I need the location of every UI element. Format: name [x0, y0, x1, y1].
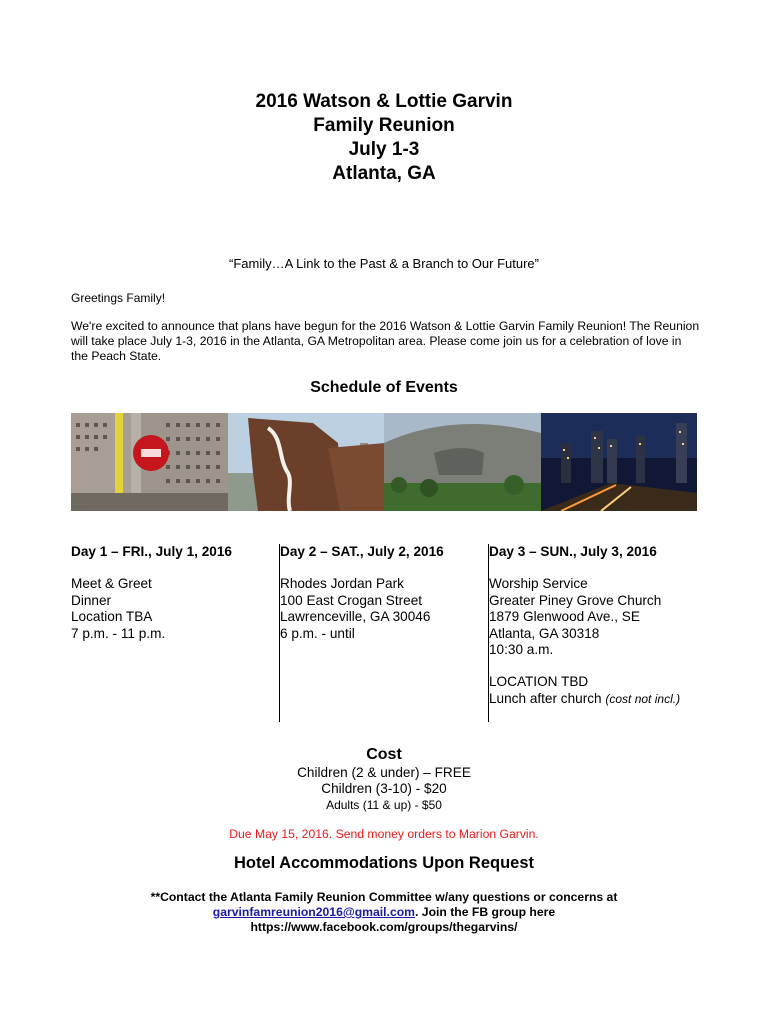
contact-line-2	[0, 905, 768, 920]
day2-heading: Day 2 – SAT., July 2, 2016	[280, 544, 444, 559]
stone-mountain-photo	[384, 413, 541, 511]
day3-lunch-row	[489, 691, 680, 707]
day1-line: Meet & Greet	[71, 576, 152, 592]
photo-strip	[71, 413, 697, 511]
contact-after-email: . Join the FB group here	[415, 905, 556, 919]
day2-line: 6 p.m. - until	[280, 625, 355, 641]
intro-paragraph: We're excited to announce that plans have begun for the 2016 Watson & Lottie Garvin Family Reunion! The Reunion will take place July 1-3, 2016 in the Atlanta, GA Metropolitan area. Please come join us for a celebration of love in the Peach State.	[71, 319, 700, 363]
day2-line: 100 East Crogan Street	[280, 592, 423, 608]
cost-heading: Cost	[366, 746, 402, 763]
day2-line: Rhodes Jordan Park	[280, 576, 404, 592]
day3-lunch: Lunch after church	[489, 690, 602, 706]
day3-line: Atlanta, GA 30318	[489, 625, 600, 641]
schedule-heading: Schedule of Events	[310, 379, 458, 396]
coca-cola-building-photo	[71, 413, 228, 511]
title-line-3: July 1-3	[348, 139, 420, 160]
atlanta-skyline-photo	[541, 413, 698, 511]
contact-block	[0, 890, 768, 935]
contact-line-1: **Contact the Atlanta Family Reunion Committee w/any questions or concerns at	[150, 890, 618, 904]
day2-line: Lawrenceville, GA 30046	[280, 609, 431, 625]
cost-block	[0, 745, 768, 813]
hotel-heading: Hotel Accommodations Upon Request	[233, 854, 535, 872]
title-block	[0, 90, 768, 186]
title-line-4: Atlanta, GA	[332, 163, 436, 184]
day1-line: 7 p.m. - 11 p.m.	[71, 625, 166, 641]
day3-line: Greater Piney Grove Church	[489, 592, 662, 608]
day3-line: 10:30 a.m.	[489, 642, 554, 658]
day2-column	[280, 544, 444, 642]
day3-location: LOCATION TBD	[489, 674, 589, 690]
sculpture-photo	[228, 413, 385, 511]
email-link[interactable]: garvinfamreunion2016@gmail.com	[212, 905, 416, 919]
day3-line: Worship Service	[489, 576, 588, 592]
title-line-1: 2016 Watson & Lottie Garvin	[255, 91, 513, 112]
day3-column	[489, 544, 680, 707]
day1-column	[71, 544, 232, 642]
due-note: Due May 15, 2016. Send money orders to Marion Garvin.	[229, 827, 539, 841]
day1-heading: Day 1 – FRI., July 1, 2016	[71, 544, 232, 559]
cost-adults: Adults (11 & up) - $50	[326, 798, 442, 812]
tagline: “Family…A Link to the Past & a Branch to Our Future”	[229, 256, 539, 271]
day3-line: 1879 Glenwood Ave., SE	[489, 609, 640, 625]
day1-line: Dinner	[71, 592, 112, 608]
day1-line: Location TBA	[71, 609, 153, 625]
title-line-2: Family Reunion	[313, 115, 455, 136]
cost-children-3-10: Children (3-10) - $20	[321, 781, 447, 796]
day3-spacer	[489, 658, 680, 674]
cost-children-under2: Children (2 & under) – FREE	[297, 765, 471, 780]
greeting: Greetings Family!	[71, 291, 166, 305]
day3-lunch-note: (cost not incl.)	[605, 691, 681, 706]
fb-url[interactable]: https://www.facebook.com/groups/thegarvins/	[250, 920, 518, 934]
day3-heading: Day 3 – SUN., July 3, 2016	[489, 544, 657, 559]
